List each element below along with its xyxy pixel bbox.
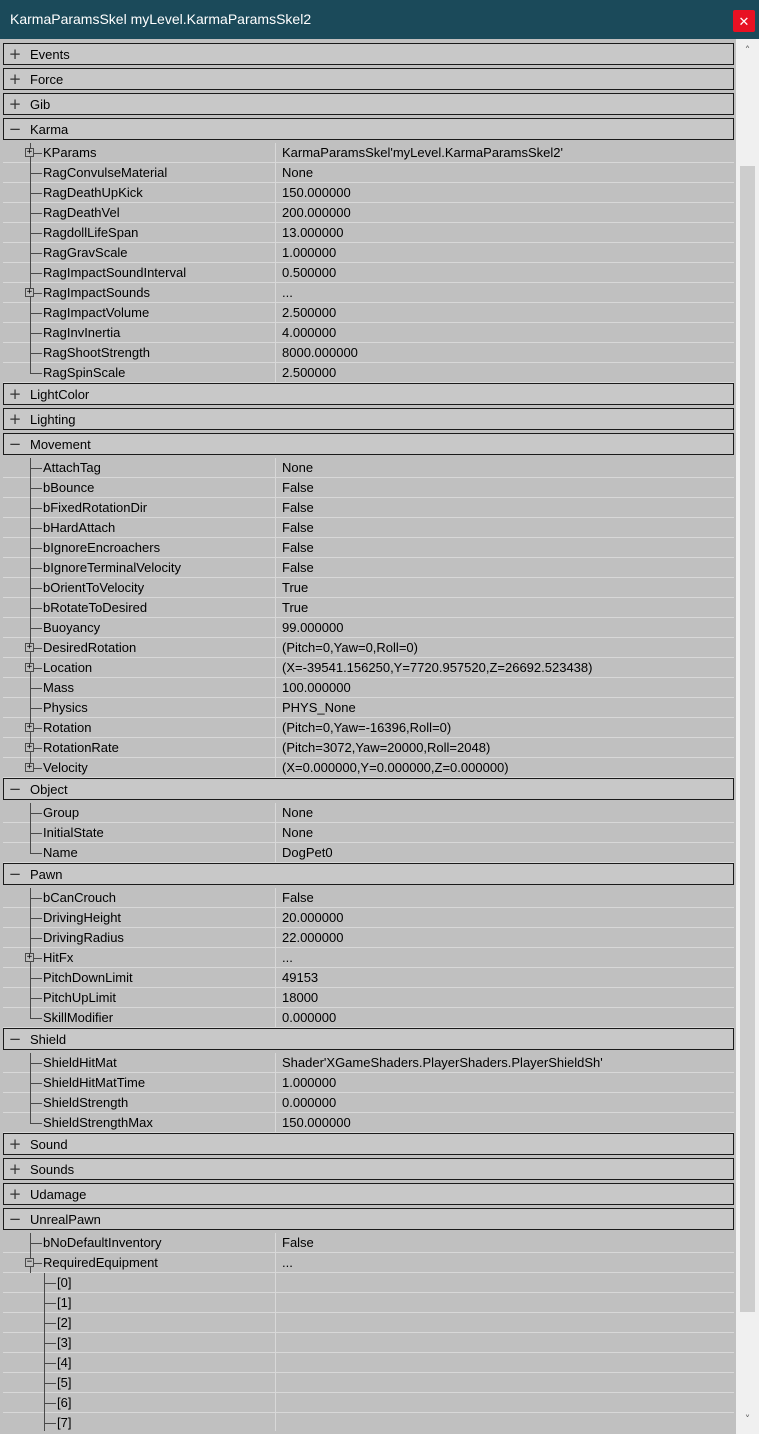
property-value[interactable]: KarmaParamsSkel'myLevel.KarmaParamsSkel2' xyxy=(282,145,563,160)
category-pawn[interactable] xyxy=(3,863,734,885)
property-row-physics[interactable] xyxy=(3,698,734,718)
collapse-icon[interactable]: − xyxy=(8,120,22,138)
property-name: PitchUpLimit xyxy=(43,990,116,1005)
property-value[interactable]: 18000 xyxy=(282,990,319,1005)
tree-line xyxy=(30,1063,42,1064)
tree-line xyxy=(30,588,42,589)
property-value[interactable]: 99.000000 xyxy=(282,620,344,635)
tree-line xyxy=(30,813,42,814)
property-name: bNoDefaultInventory xyxy=(43,1235,162,1250)
tree-line xyxy=(30,508,42,509)
property-row-mass[interactable] xyxy=(3,678,734,698)
property-name: RotationRate xyxy=(43,740,119,755)
tree-line xyxy=(44,1403,56,1404)
chevron-up-icon: ˄ xyxy=(744,44,751,57)
tree-line xyxy=(30,468,42,469)
tree-line xyxy=(30,1123,42,1124)
property-value[interactable]: DogPet0 xyxy=(282,845,333,860)
property-name: DrivingRadius xyxy=(43,930,124,945)
property-name: Rotation xyxy=(43,720,92,735)
property-name: RagImpactSounds xyxy=(43,285,150,300)
close-icon: ✕ xyxy=(738,13,750,29)
expand-box-icon[interactable]: + xyxy=(26,742,33,752)
property-value[interactable]: False xyxy=(282,520,314,535)
property-name: RequiredEquipment xyxy=(43,1255,158,1270)
property-value[interactable]: False xyxy=(282,890,314,905)
tree-line xyxy=(30,568,42,569)
tree-line xyxy=(30,363,31,373)
tree-line xyxy=(30,833,42,834)
category-lightcolor[interactable] xyxy=(3,383,734,405)
property-name: ShieldHitMat xyxy=(43,1055,117,1070)
property-row-shieldhitmattime[interactable] xyxy=(3,1073,734,1093)
property-value[interactable]: True xyxy=(282,600,309,615)
property-row-bbounce[interactable] xyxy=(3,478,734,498)
category-label: Udamage xyxy=(30,1187,87,1202)
category-label: Karma xyxy=(30,122,69,137)
tree-line xyxy=(30,843,31,853)
property-value[interactable]: None xyxy=(282,460,314,475)
property-value[interactable]: (X=0.000000,Y=0.000000,Z=0.000000) xyxy=(282,760,509,775)
property-row-bignoreterminalvelocity[interactable] xyxy=(3,558,734,578)
property-name: RagInvInertia xyxy=(43,325,121,340)
property-row-bhardattach[interactable] xyxy=(3,518,734,538)
category-shield[interactable] xyxy=(3,1028,734,1050)
property-row-ragconvulsematerial[interactable] xyxy=(3,163,734,183)
property-name: RagImpactVolume xyxy=(43,305,150,320)
property-row-velocity[interactable] xyxy=(3,758,734,778)
property-row-ragimpactvolume[interactable] xyxy=(3,303,734,323)
property-value[interactable]: 20.000000 xyxy=(282,910,344,925)
property-name: RagShootStrength xyxy=(43,345,150,360)
property-row-ragimpactsounds[interactable] xyxy=(3,283,734,303)
property-row-raggravscale[interactable] xyxy=(3,243,734,263)
property-name: PitchDownLimit xyxy=(43,970,133,985)
window-title: KarmaParamsSkel myLevel.KarmaParamsSkel2 xyxy=(10,11,312,27)
tree-line xyxy=(34,768,42,769)
property-name: [5] xyxy=(57,1375,72,1390)
tree-line xyxy=(34,1263,42,1264)
expand-icon[interactable]: + xyxy=(8,1160,22,1178)
category-movement[interactable] xyxy=(3,433,734,455)
property-row-shieldstrengthmax[interactable] xyxy=(3,1113,734,1133)
property-row-item-4[interactable] xyxy=(3,1353,734,1373)
tree-line xyxy=(30,608,42,609)
category-udamage[interactable] xyxy=(3,1183,734,1205)
property-value[interactable]: 150.000000 xyxy=(282,185,351,200)
property-value[interactable]: None xyxy=(282,825,314,840)
property-name: bRotateToDesired xyxy=(43,600,148,615)
property-value[interactable]: 1.000000 xyxy=(282,1075,337,1090)
category-object[interactable] xyxy=(3,778,734,800)
property-value[interactable]: ... xyxy=(282,950,293,965)
property-value[interactable]: 0.000000 xyxy=(282,1095,337,1110)
property-value[interactable]: 1.000000 xyxy=(282,245,337,260)
property-row-item-3[interactable] xyxy=(3,1333,734,1353)
property-name: RagdollLifeSpan xyxy=(43,225,139,240)
tree-line xyxy=(34,668,42,669)
category-events[interactable] xyxy=(3,43,734,65)
tree-line xyxy=(44,1413,45,1431)
property-name: Mass xyxy=(43,680,75,695)
tree-line xyxy=(30,998,42,999)
property-value[interactable]: 8000.000000 xyxy=(282,345,358,360)
tree-line xyxy=(30,628,42,629)
property-row-bcancrouch[interactable] xyxy=(3,888,734,908)
property-name: Buoyancy xyxy=(43,620,101,635)
property-row-drivingheight[interactable] xyxy=(3,908,734,928)
property-row-borienttovelocity[interactable] xyxy=(3,578,734,598)
property-row-attachtag[interactable] xyxy=(3,458,734,478)
property-row-bfixedrotationdir[interactable] xyxy=(3,498,734,518)
chevron-down-icon: ˅ xyxy=(744,1413,751,1426)
tree-line xyxy=(30,1008,31,1018)
property-row-bignoreencroachers[interactable] xyxy=(3,538,734,558)
collapse-icon[interactable]: − xyxy=(8,1030,22,1048)
property-value[interactable]: 0.000000 xyxy=(282,1010,337,1025)
property-value[interactable]: 2.500000 xyxy=(282,365,337,380)
collapse-icon[interactable]: − xyxy=(8,1210,22,1228)
close-button[interactable] xyxy=(733,10,755,32)
property-name: bHardAttach xyxy=(43,520,116,535)
tree-line xyxy=(30,708,42,709)
property-value[interactable]: 2.500000 xyxy=(282,305,337,320)
category-force[interactable] xyxy=(3,68,734,90)
property-row-ragdolllifespan[interactable] xyxy=(3,223,734,243)
tree-line xyxy=(30,853,42,854)
tree-line xyxy=(30,528,42,529)
category-sounds[interactable] xyxy=(3,1158,734,1180)
tree-line xyxy=(30,688,42,689)
collapse-icon[interactable]: − xyxy=(8,780,22,798)
property-name: ShieldHitMatTime xyxy=(43,1075,146,1090)
property-row-item-2[interactable] xyxy=(3,1313,734,1333)
expand-box-icon[interactable]: + xyxy=(26,662,33,672)
property-value[interactable]: (Pitch=0,Yaw=0,Roll=0) xyxy=(282,640,418,655)
tree-line xyxy=(34,648,42,649)
property-value[interactable]: 150.000000 xyxy=(282,1115,351,1130)
expand-icon[interactable]: + xyxy=(8,410,22,428)
property-row-rotationrate[interactable] xyxy=(3,738,734,758)
tree-line xyxy=(34,728,42,729)
category-label: Events xyxy=(30,47,70,62)
tree-line xyxy=(30,1083,42,1084)
category-label: Pawn xyxy=(30,867,63,882)
property-value[interactable]: None xyxy=(282,165,314,180)
tree-line xyxy=(44,1363,56,1364)
property-name: Velocity xyxy=(43,760,88,775)
property-row-ragshootstrength[interactable] xyxy=(3,343,734,363)
property-value[interactable]: False xyxy=(282,1235,314,1250)
property-name: [7] xyxy=(57,1415,72,1430)
tree-line xyxy=(30,918,42,919)
tree-line xyxy=(44,1323,56,1324)
tree-line xyxy=(30,213,42,214)
tree-line xyxy=(30,938,42,939)
tree-line xyxy=(30,1113,31,1123)
property-row-ragimpactsoundinterval[interactable] xyxy=(3,263,734,283)
property-value[interactable]: 200.000000 xyxy=(282,205,351,220)
property-name: RagSpinScale xyxy=(43,365,126,380)
tree-line xyxy=(30,1243,42,1244)
property-value[interactable]: (Pitch=3072,Yaw=20000,Roll=2048) xyxy=(282,740,491,755)
property-row-kparams[interactable] xyxy=(3,143,734,163)
tree-line xyxy=(34,958,42,959)
tree-line xyxy=(30,898,42,899)
property-name: bCanCrouch xyxy=(43,890,116,905)
property-name: DrivingHeight xyxy=(43,910,122,925)
property-row-ragdeathvel[interactable] xyxy=(3,203,734,223)
property-row-item-6[interactable] xyxy=(3,1393,734,1413)
property-value[interactable]: False xyxy=(282,560,314,575)
tree-line xyxy=(34,748,42,749)
property-value[interactable]: PHYS_None xyxy=(282,700,356,715)
property-value[interactable]: False xyxy=(282,540,314,555)
property-row-hitfx[interactable] xyxy=(3,948,734,968)
property-name: [1] xyxy=(57,1295,72,1310)
property-value[interactable]: ... xyxy=(282,1255,293,1270)
property-name: bFixedRotationDir xyxy=(43,500,148,515)
property-row-item-7[interactable] xyxy=(3,1413,734,1431)
property-value[interactable]: 13.000000 xyxy=(282,225,344,240)
tree-line xyxy=(44,1343,56,1344)
category-label: UnrealPawn xyxy=(30,1212,101,1227)
property-name: KParams xyxy=(43,145,97,160)
property-name: RagImpactSoundInterval xyxy=(43,265,187,280)
tree-line xyxy=(30,193,42,194)
tree-line xyxy=(30,333,42,334)
property-row-item-1[interactable] xyxy=(3,1293,734,1313)
property-row-location[interactable] xyxy=(3,658,734,678)
tree-line xyxy=(30,173,42,174)
property-row-initialstate[interactable] xyxy=(3,823,734,843)
tree-line xyxy=(30,548,42,549)
property-value[interactable]: False xyxy=(282,480,314,495)
expand-icon[interactable]: + xyxy=(8,1185,22,1203)
scroll-thumb[interactable] xyxy=(740,166,755,1312)
tree-line xyxy=(44,1283,56,1284)
property-value[interactable]: 4.000000 xyxy=(282,325,337,340)
property-name: [0] xyxy=(57,1275,72,1290)
tree-line xyxy=(30,373,42,374)
property-row-requiredequipment[interactable] xyxy=(3,1253,734,1273)
property-row-name[interactable] xyxy=(3,843,734,863)
property-row-raginvinertia[interactable] xyxy=(3,323,734,343)
expand-box-icon[interactable]: + xyxy=(26,722,33,732)
property-name: RagDeathUpKick xyxy=(43,185,143,200)
category-label: Sound xyxy=(30,1137,68,1152)
expand-icon[interactable]: + xyxy=(8,70,22,88)
category-karma[interactable] xyxy=(3,118,734,140)
property-value[interactable]: (X=-39541.156250,Y=7720.957520,Z=26692.523438) xyxy=(282,660,593,675)
property-value[interactable]: 22.000000 xyxy=(282,930,344,945)
category-lighting[interactable] xyxy=(3,408,734,430)
category-label: Sounds xyxy=(30,1162,75,1177)
property-name: bBounce xyxy=(43,480,95,495)
property-name: InitialState xyxy=(43,825,104,840)
category-sound[interactable] xyxy=(3,1133,734,1155)
property-name: HitFx xyxy=(43,950,74,965)
vertical-scrollbar[interactable] xyxy=(736,39,759,1434)
property-name: bIgnoreEncroachers xyxy=(43,540,161,555)
property-name: [6] xyxy=(57,1395,72,1410)
property-name: bIgnoreTerminalVelocity xyxy=(43,560,182,575)
property-row-pitchuplimit[interactable] xyxy=(3,988,734,1008)
category-label: Shield xyxy=(30,1032,67,1047)
scroll-down-button[interactable] xyxy=(736,1410,759,1430)
property-row-rotation[interactable] xyxy=(3,718,734,738)
collapse-icon[interactable]: − xyxy=(8,865,22,883)
property-row-buoyancy[interactable] xyxy=(3,618,734,638)
property-value[interactable]: ... xyxy=(282,285,293,300)
category-gib[interactable] xyxy=(3,93,734,115)
property-row-ragdeathupkick[interactable] xyxy=(3,183,734,203)
tree-line xyxy=(30,273,42,274)
tree-line xyxy=(30,253,42,254)
property-row-brotatetodesired[interactable] xyxy=(3,598,734,618)
property-name: Name xyxy=(43,845,78,860)
property-name: SkillModifier xyxy=(43,1010,114,1025)
tree-line xyxy=(44,1423,56,1424)
property-value[interactable]: (Pitch=0,Yaw=-16396,Roll=0) xyxy=(282,720,452,735)
tree-line xyxy=(44,1383,56,1384)
property-tree xyxy=(3,43,734,1431)
tree-line xyxy=(34,153,42,154)
tree-line xyxy=(30,353,42,354)
property-name: [3] xyxy=(57,1335,72,1350)
property-panel xyxy=(0,39,759,1434)
category-label: Object xyxy=(30,782,68,797)
property-name: Location xyxy=(43,660,93,675)
property-name: Physics xyxy=(43,700,88,715)
expand-box-icon[interactable]: + xyxy=(26,147,33,157)
tree-line xyxy=(44,1303,56,1304)
tree-line xyxy=(30,313,42,314)
property-name: [4] xyxy=(57,1355,72,1370)
property-value[interactable]: 49153 xyxy=(282,970,319,985)
category-label: Force xyxy=(30,72,64,87)
expand-icon[interactable]: + xyxy=(8,385,22,403)
property-row-bnodefaultinventory[interactable] xyxy=(3,1233,734,1253)
expand-box-icon[interactable]: + xyxy=(26,287,33,297)
tree-line xyxy=(30,488,42,489)
expand-box-icon[interactable]: + xyxy=(26,642,33,652)
expand-icon[interactable]: + xyxy=(8,95,22,113)
property-row-drivingradius[interactable] xyxy=(3,928,734,948)
title-bar xyxy=(0,0,759,39)
category-label: LightColor xyxy=(30,387,90,402)
property-row-shieldstrength[interactable] xyxy=(3,1093,734,1113)
property-name: bOrientToVelocity xyxy=(43,580,145,595)
property-value[interactable]: Shader'XGameShaders.PlayerShaders.PlayerShieldSh' xyxy=(282,1055,603,1070)
tree-line xyxy=(30,1018,42,1019)
expand-box-icon[interactable]: + xyxy=(26,762,33,772)
category-label: Movement xyxy=(30,437,91,452)
collapse-box-icon[interactable]: − xyxy=(26,1257,33,1267)
expand-icon[interactable]: + xyxy=(8,45,22,63)
property-value[interactable]: 0.500000 xyxy=(282,265,337,280)
property-row-item-0[interactable] xyxy=(3,1273,734,1293)
property-row-ragspinscale[interactable] xyxy=(3,363,734,383)
scroll-up-button[interactable] xyxy=(736,41,759,61)
category-label: Lighting xyxy=(30,412,76,427)
category-label: Gib xyxy=(30,97,51,112)
property-value[interactable]: False xyxy=(282,500,314,515)
property-name: ShieldStrength xyxy=(43,1095,129,1110)
expand-icon[interactable]: + xyxy=(8,1135,22,1153)
property-name: ShieldStrengthMax xyxy=(43,1115,153,1130)
property-row-skillmodifier[interactable] xyxy=(3,1008,734,1028)
property-name: [2] xyxy=(57,1315,72,1330)
property-value[interactable]: True xyxy=(282,580,309,595)
property-row-item-5[interactable] xyxy=(3,1373,734,1393)
property-name: DesiredRotation xyxy=(43,640,137,655)
property-name: AttachTag xyxy=(43,460,101,475)
property-row-desiredrotation[interactable] xyxy=(3,638,734,658)
tree-line xyxy=(34,293,42,294)
collapse-icon[interactable]: − xyxy=(8,435,22,453)
expand-box-icon[interactable]: + xyxy=(26,952,33,962)
property-name: RagConvulseMaterial xyxy=(43,165,168,180)
property-name: RagDeathVel xyxy=(43,205,120,220)
property-row-pitchdownlimit[interactable] xyxy=(3,968,734,988)
property-row-shieldhitmat[interactable] xyxy=(3,1053,734,1073)
property-value[interactable]: 100.000000 xyxy=(282,680,351,695)
property-name: Group xyxy=(43,805,80,820)
tree-line xyxy=(30,1103,42,1104)
tree-line xyxy=(30,978,42,979)
property-value[interactable]: None xyxy=(282,805,314,820)
category-unrealpawn[interactable] xyxy=(3,1208,734,1230)
property-name: RagGravScale xyxy=(43,245,128,260)
tree-line xyxy=(30,233,42,234)
property-row-group[interactable] xyxy=(3,803,734,823)
